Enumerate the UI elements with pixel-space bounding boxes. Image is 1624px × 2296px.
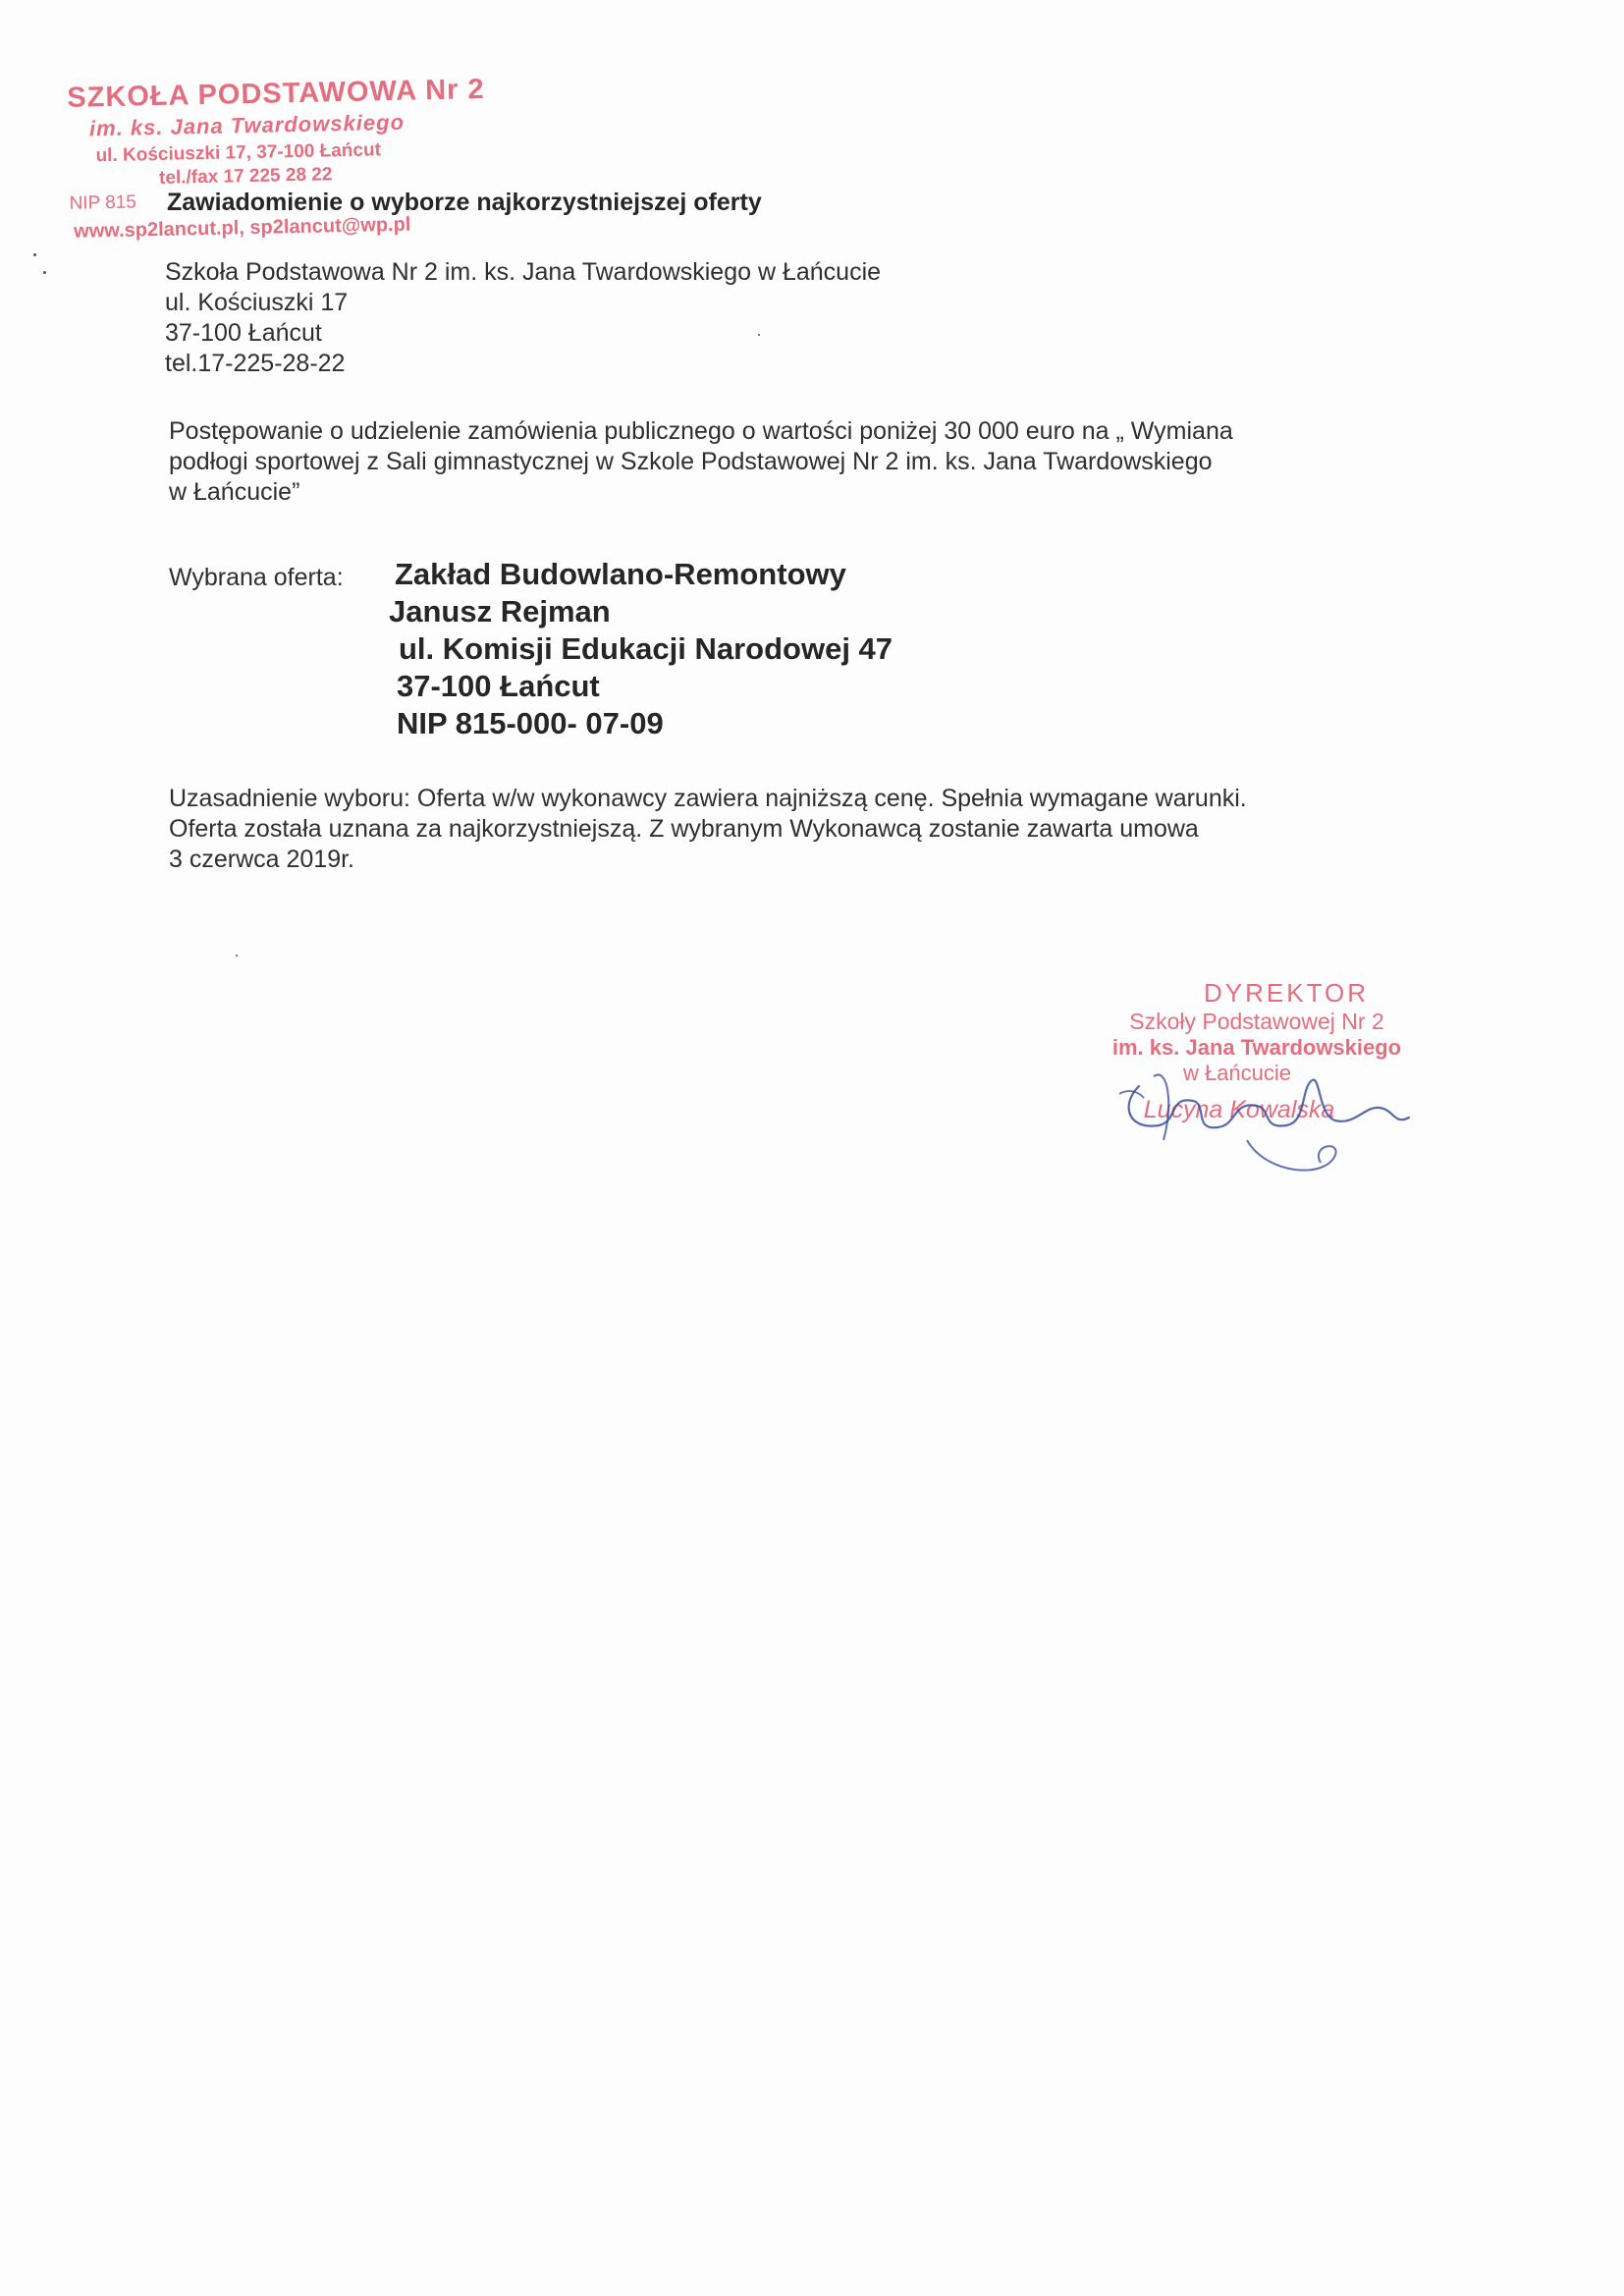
- stamp-nip: NIP 815: [69, 191, 137, 214]
- director-title: DYREKTOR: [1204, 978, 1369, 1008]
- proceeding-line-3: w Łańcucie”: [169, 478, 300, 506]
- school-city: 37-100 Łańcut: [165, 319, 322, 347]
- director-patron: im. ks. Jana Twardowskiego: [1111, 1035, 1402, 1060]
- proceeding-line-1: Postępowanie o udzielenie zamówienia publicznego o wartości poniżej 30 000 euro na „ Wymiana: [169, 417, 1233, 445]
- offer-owner: Janusz Rejman: [389, 594, 611, 629]
- offer-city: 37-100 Łańcut: [397, 669, 600, 703]
- director-school: Szkoły Podstawowej Nr 2: [1129, 1009, 1384, 1034]
- proceeding-description: [169, 416, 1386, 508]
- justification-line-3: 3 czerwca 2019r.: [169, 846, 354, 873]
- scan-speck: [236, 955, 238, 957]
- document-title: Zawiadomienie o wyborze najkorzystniejszej oferty: [167, 189, 762, 216]
- justification-paragraph: [169, 784, 1247, 875]
- offer-company: Zakład Budowlano-Remontowy: [395, 557, 846, 591]
- chosen-offer-details: [385, 556, 893, 742]
- stamp-phone: tel./fax 17 225 28 22: [158, 164, 333, 189]
- stamp-web: www.sp2lancut.pl, sp2lancut@wp.pl: [73, 213, 411, 243]
- school-address-block: [165, 257, 881, 379]
- chosen-offer-label: Wybrana oferta:: [169, 564, 344, 591]
- handwritten-signature: [1100, 1047, 1424, 1184]
- justification-line-2: Oferta została uznana za najkorzystniejszą. Z wybranym Wykonawcą zostanie zawarta umowa: [169, 815, 1199, 843]
- stamp-address: ul. Kościuszki 17, 37-100 Łańcut: [95, 139, 382, 167]
- scan-speck: [33, 253, 36, 256]
- offer-nip: NIP 815-000- 07-09: [397, 706, 664, 740]
- offer-street: ul. Komisji Edukacji Narodowej 47: [399, 631, 893, 666]
- scan-speck: [43, 271, 46, 274]
- school-street: ul. Kościuszki 17: [165, 289, 349, 316]
- stamp-school-name: SZKOŁA PODSTAWOWA Nr 2: [66, 74, 485, 114]
- justification-line-1: Uzasadnienie wyboru: Oferta w/w wykonawcy zawiera najniższą cenę. Spełnia wymagane warunki.: [169, 785, 1247, 812]
- school-name: Szkoła Podstawowa Nr 2 im. ks. Jana Twardowskiego w Łańcucie: [165, 258, 882, 286]
- school-phone: tel.17-225-28-22: [165, 350, 346, 377]
- proceeding-line-2: podłogi sportowej z Sali gimnastycznej w Szkole Podstawowej Nr 2 im. ks. Jana Twardowskiego: [169, 448, 1213, 475]
- scan-speck: [758, 334, 760, 336]
- director-name: Lucyna Kowalska: [1143, 1096, 1335, 1123]
- school-header-stamp: [63, 73, 517, 244]
- director-town: w Łańcucie: [1182, 1061, 1292, 1085]
- stamp-patron: im. ks. Jana Twardowskiego: [88, 109, 406, 141]
